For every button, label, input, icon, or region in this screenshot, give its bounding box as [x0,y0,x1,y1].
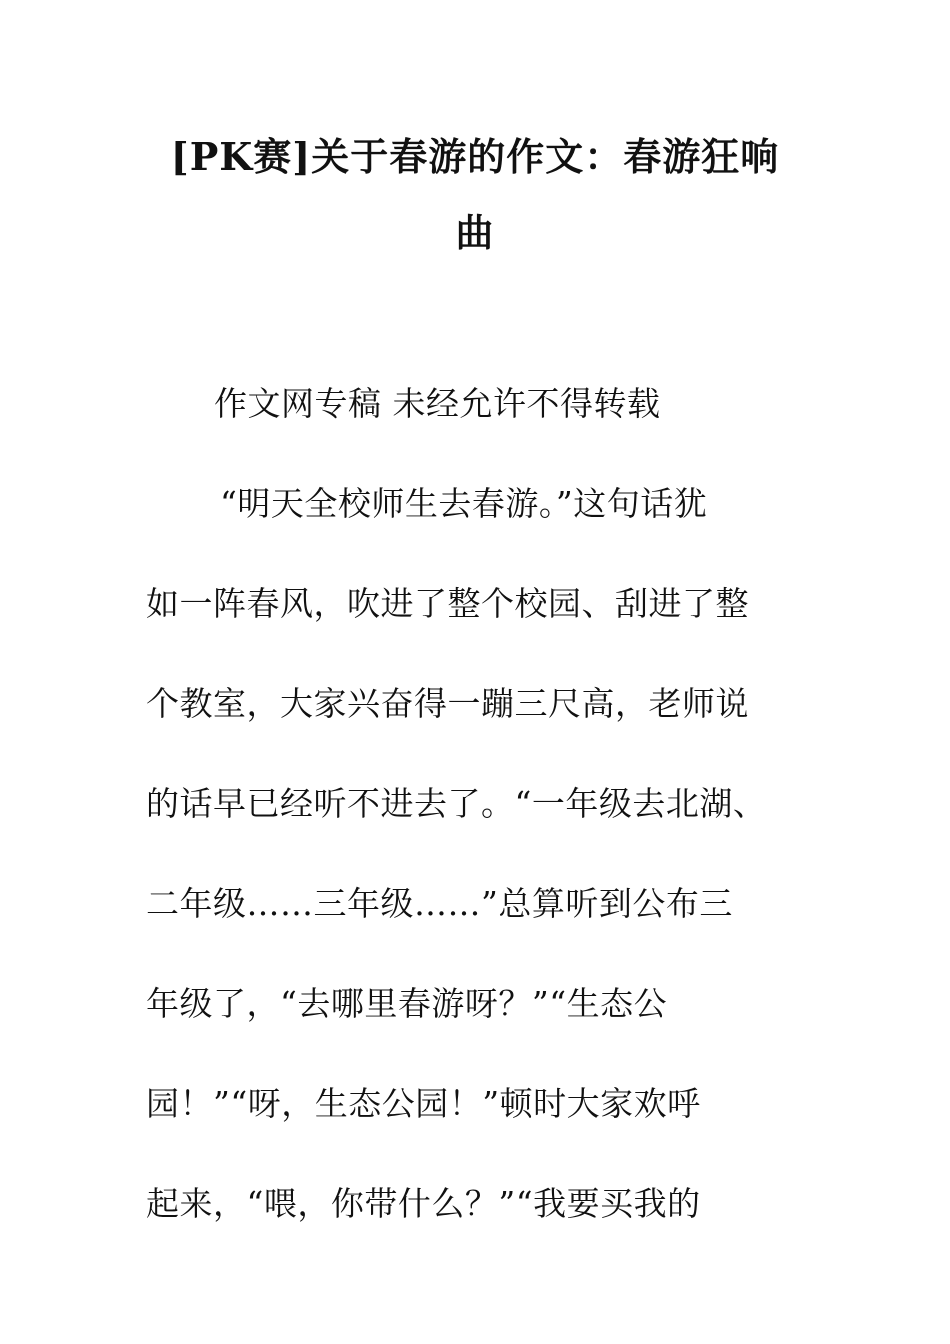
paragraph-line: 起来，“喂，你带什么？”“我要买我的 [146,1184,701,1223]
paragraph-line: 如一阵春风，吹进了整个校园、刮进了整 [146,584,749,623]
paragraph-line: 年级了，“去哪里春游呀？”“生态公 [146,984,668,1023]
paragraph-line: 二年级……三年级……”总算听到公布三 [146,884,733,923]
paragraph-line: “明天全校师生去春游。”这句话犹 [220,484,708,523]
byline: 作文网专稿 未经允许不得转载 [214,384,661,423]
document-title-line-1: [PK赛]关于春游的作文：春游狂响 [170,134,780,179]
paragraph-line: 的话早已经听不进去了。“一年级去北湖、 [146,784,767,823]
document-title-line-2: 曲 [455,210,495,255]
paragraph-line: 园！”“呀，生态公园！”顿时大家欢呼 [146,1084,701,1123]
paragraph-line: 个教室，大家兴奋得一蹦三尺高，老师说 [146,684,749,723]
